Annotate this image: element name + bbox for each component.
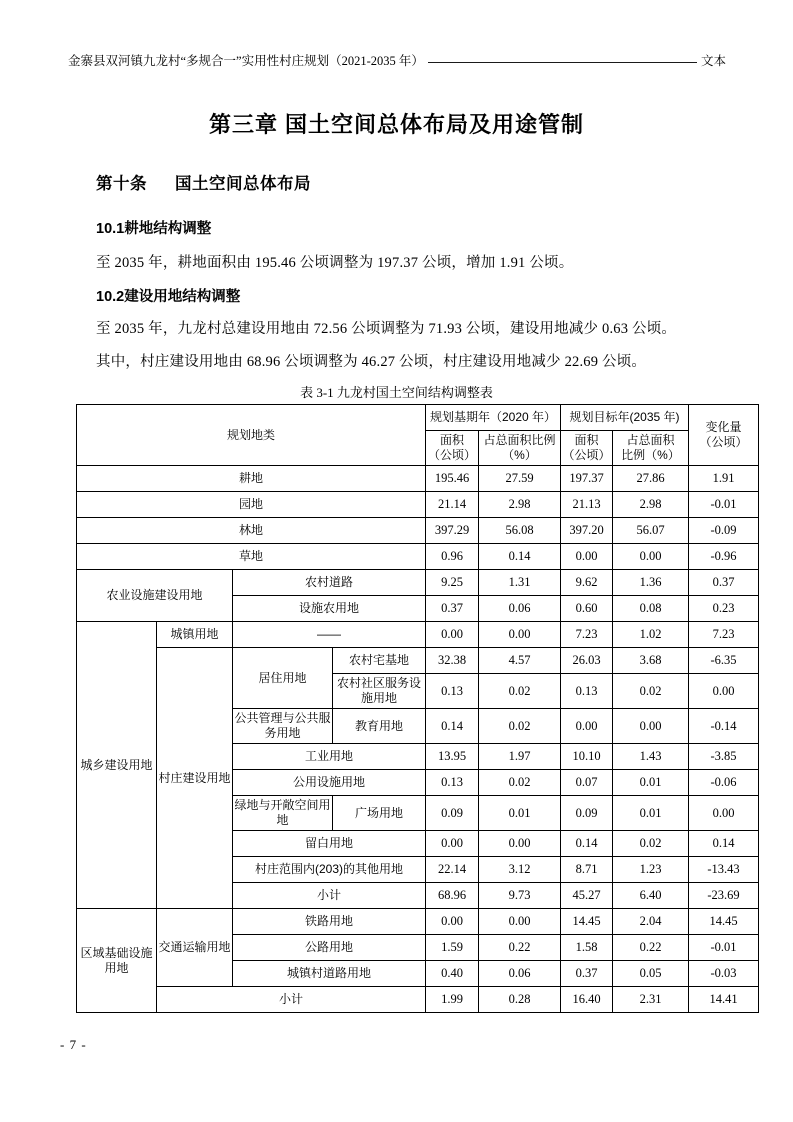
cell-target-area: 16.40: [561, 987, 613, 1013]
cell-target-area: 0.07: [561, 770, 613, 796]
cell-base-area: 0.37: [426, 596, 479, 622]
cell-base-ratio: 0.06: [479, 961, 561, 987]
structure-adjustment-table: [76, 404, 748, 1013]
row-label: 工业用地: [233, 744, 426, 770]
cell-base-area: 0.96: [426, 544, 479, 570]
cell-base-ratio: 4.57: [479, 648, 561, 674]
section-paragraph-10-2-b: 其中，村庄建设用地由 68.96 公顷调整为 46.27 公顷，村庄建设用地减少 22.69 公顷。: [96, 354, 647, 370]
cell-base-ratio: 0.00: [479, 909, 561, 935]
th-target-year: 规划目标年(2035 年): [561, 405, 689, 431]
cell-target-ratio: 3.68: [613, 648, 689, 674]
table-row: [77, 570, 759, 596]
cell-base-ratio: 56.08: [479, 518, 561, 544]
table-header-row-1: [77, 405, 759, 431]
cell-base-area: 0.09: [426, 796, 479, 831]
cell-target-ratio: 0.02: [613, 674, 689, 709]
cell-target-ratio: 0.01: [613, 796, 689, 831]
cell-base-ratio: 0.14: [479, 544, 561, 570]
cell-change: 0.00: [689, 796, 759, 831]
cell-target-ratio: 56.07: [613, 518, 689, 544]
cell-target-area: 8.71: [561, 857, 613, 883]
cell-target-area: 9.62: [561, 570, 613, 596]
group-label-agri-facility: 农业设施建设用地: [77, 570, 233, 622]
cell-change: 0.00: [689, 674, 759, 709]
table-row: [77, 518, 759, 544]
th-change: [689, 405, 759, 466]
cell-target-area: 21.13: [561, 492, 613, 518]
category-label-residential: 居住用地: [233, 648, 333, 709]
row-label: 铁路用地: [233, 909, 426, 935]
row-label: 草地: [77, 544, 426, 570]
table-row: [77, 544, 759, 570]
th-category: 规划地类: [77, 405, 426, 466]
header-left-text: 金寨县双河镇九龙村“多规合一”实用性村庄规划（2021-2035 年）: [68, 54, 424, 68]
cell-target-area: 1.58: [561, 935, 613, 961]
cell-base-area: 0.13: [426, 770, 479, 796]
cell-base-area: 9.25: [426, 570, 479, 596]
cell-target-area: 45.27: [561, 883, 613, 909]
cell-change: -0.06: [689, 770, 759, 796]
page-number: - 7 -: [60, 1037, 87, 1052]
row-label: 设施农用地: [233, 596, 426, 622]
row-label: 耕地: [77, 466, 426, 492]
cell-target-ratio: 2.31: [613, 987, 689, 1013]
article-heading: 国土空间总体布局: [175, 175, 311, 193]
cell-target-ratio: 1.36: [613, 570, 689, 596]
table-row: [77, 909, 759, 935]
subgroup-label-town-land: 城镇用地: [157, 622, 233, 648]
cell-base-area: 0.40: [426, 961, 479, 987]
cell-base-area: 195.46: [426, 466, 479, 492]
cell-change: -0.01: [689, 492, 759, 518]
row-label: 林地: [77, 518, 426, 544]
cell-change: -23.69: [689, 883, 759, 909]
cell-target-area: 10.10: [561, 744, 613, 770]
cell-base-ratio: 0.28: [479, 987, 561, 1013]
cell-base-area: 32.38: [426, 648, 479, 674]
cell-change: -0.09: [689, 518, 759, 544]
th-base-year: 规划基期年（2020 年）: [426, 405, 561, 431]
th-base-ratio: [479, 431, 561, 466]
table-row: [77, 622, 759, 648]
cell-change: 14.41: [689, 987, 759, 1013]
cell-target-ratio: 6.40: [613, 883, 689, 909]
table-caption: 表 3-1 九龙村国土空间结构调整表: [300, 385, 493, 400]
cell-change: -0.96: [689, 544, 759, 570]
row-label: 广场用地: [333, 796, 426, 831]
chapter-title: 第三章 国土空间总体布局及用途管制: [208, 112, 585, 137]
cell-base-area: 1.99: [426, 987, 479, 1013]
cell-change: 7.23: [689, 622, 759, 648]
th-target-ratio: [613, 431, 689, 466]
th-target-ratio-line1: 占总面积: [626, 433, 675, 447]
cell-base-area: 22.14: [426, 857, 479, 883]
article-title: [96, 170, 311, 194]
row-label: 村庄范围内(203)的其他用地: [233, 857, 426, 883]
cell-change: 14.45: [689, 909, 759, 935]
cell-base-ratio: 0.01: [479, 796, 561, 831]
cell-change: -0.14: [689, 709, 759, 744]
cell-base-area: 0.00: [426, 909, 479, 935]
row-label-subtotal: 小计: [233, 883, 426, 909]
cell-change: -0.03: [689, 961, 759, 987]
th-base-area-line2: （公顷）: [428, 448, 477, 462]
cell-base-ratio: 0.06: [479, 596, 561, 622]
row-label: 公路用地: [233, 935, 426, 961]
cell-base-ratio: 2.98: [479, 492, 561, 518]
cell-base-ratio: 9.73: [479, 883, 561, 909]
row-label: 城镇村道路用地: [233, 961, 426, 987]
cell-target-ratio: 2.98: [613, 492, 689, 518]
cell-base-ratio: 0.02: [479, 709, 561, 744]
cell-base-ratio: 0.22: [479, 935, 561, 961]
category-label-public-admin: 公共管理与公共服务用地: [233, 709, 333, 744]
cell-target-ratio: 0.02: [613, 831, 689, 857]
cell-change: 0.37: [689, 570, 759, 596]
cell-target-area: 0.00: [561, 709, 613, 744]
page-header: [68, 52, 726, 70]
cell-change: -13.43: [689, 857, 759, 883]
cell-target-ratio: 0.22: [613, 935, 689, 961]
subgroup-label-village-const: 村庄建设用地: [157, 648, 233, 909]
cell-target-ratio: 1.43: [613, 744, 689, 770]
row-label: 公用设施用地: [233, 770, 426, 796]
cell-target-area: 0.60: [561, 596, 613, 622]
cell-base-area: 0.00: [426, 831, 479, 857]
cell-change: -6.35: [689, 648, 759, 674]
cell-change: 0.23: [689, 596, 759, 622]
cell-change: -0.01: [689, 935, 759, 961]
section-heading-10-1: 10.1耕地结构调整: [96, 221, 212, 237]
cell-change: 0.14: [689, 831, 759, 857]
cell-target-area: 0.09: [561, 796, 613, 831]
cell-base-ratio: 0.02: [479, 674, 561, 709]
cell-base-area: 0.13: [426, 674, 479, 709]
cell-base-ratio: 1.97: [479, 744, 561, 770]
cell-change: -3.85: [689, 744, 759, 770]
th-base-area: [426, 431, 479, 466]
row-label: ——: [233, 622, 426, 648]
cell-target-ratio: 0.05: [613, 961, 689, 987]
cell-base-area: 1.59: [426, 935, 479, 961]
cell-target-ratio: 27.86: [613, 466, 689, 492]
cell-target-ratio: 1.02: [613, 622, 689, 648]
cell-base-area: 21.14: [426, 492, 479, 518]
cell-target-area: 7.23: [561, 622, 613, 648]
cell-base-ratio: 0.02: [479, 770, 561, 796]
th-target-ratio-line2: 比例（%）: [621, 448, 680, 462]
cell-target-ratio: 2.04: [613, 909, 689, 935]
cell-target-area: 0.00: [561, 544, 613, 570]
cell-target-ratio: 0.00: [613, 544, 689, 570]
cell-base-ratio: 0.00: [479, 831, 561, 857]
cell-base-area: 68.96: [426, 883, 479, 909]
row-label: 园地: [77, 492, 426, 518]
th-target-area-line1: 面积: [574, 433, 599, 447]
cell-target-area: 397.20: [561, 518, 613, 544]
section-paragraph-10-1: 至 2035 年，耕地面积由 195.46 公顷调整为 197.37 公顷，增加 1.91 公顷。: [96, 255, 574, 271]
cell-base-ratio: 27.59: [479, 466, 561, 492]
cell-base-area: 0.00: [426, 622, 479, 648]
group-label-regional-infra: 区域基础设施用地: [77, 909, 157, 1013]
table-row: [77, 987, 759, 1013]
cell-change: 1.91: [689, 466, 759, 492]
th-target-area: [561, 431, 613, 466]
th-target-area-line2: （公顷）: [562, 448, 611, 462]
cell-base-area: 13.95: [426, 744, 479, 770]
row-label: 教育用地: [333, 709, 426, 744]
cell-target-area: 0.14: [561, 831, 613, 857]
cell-base-ratio: 3.12: [479, 857, 561, 883]
th-base-ratio-line2: （%）: [502, 448, 537, 462]
cell-target-ratio: 0.00: [613, 709, 689, 744]
th-base-ratio-line1: 占总面积比例: [483, 433, 556, 447]
row-label: 农村社区服务设施用地: [333, 674, 426, 709]
group-label-urban-rural: 城乡建设用地: [77, 622, 157, 909]
table-row: [77, 492, 759, 518]
row-label: 留白用地: [233, 831, 426, 857]
category-label-green-open: 绿地与开敞空间用地: [233, 796, 333, 831]
cell-target-area: 0.37: [561, 961, 613, 987]
header-rule: [428, 62, 697, 63]
th-base-area-line1: 面积: [440, 433, 465, 447]
cell-base-area: 397.29: [426, 518, 479, 544]
row-label: 农村道路: [233, 570, 426, 596]
table-row: [77, 648, 759, 674]
cell-target-area: 0.13: [561, 674, 613, 709]
row-label-subtotal: 小计: [157, 987, 426, 1013]
th-change-line1: 变化量: [705, 420, 742, 434]
cell-target-area: 26.03: [561, 648, 613, 674]
cell-target-ratio: 1.23: [613, 857, 689, 883]
header-right-text: 文本: [700, 54, 726, 68]
cell-base-ratio: 0.00: [479, 622, 561, 648]
th-change-line2: （公顷）: [699, 435, 748, 449]
section-paragraph-10-2-a: 至 2035 年，九龙村总建设用地由 72.56 公顷调整为 71.93 公顷，建设用地减少 0.63 公顷。: [96, 321, 677, 337]
cell-target-area: 14.45: [561, 909, 613, 935]
table-row: [77, 466, 759, 492]
cell-base-area: 0.14: [426, 709, 479, 744]
cell-target-ratio: 0.01: [613, 770, 689, 796]
cell-base-ratio: 1.31: [479, 570, 561, 596]
subgroup-label-transport: 交通运输用地: [157, 909, 233, 987]
section-heading-10-2: 10.2建设用地结构调整: [96, 289, 241, 305]
cell-target-area: 197.37: [561, 466, 613, 492]
article-number: 第十条: [96, 175, 147, 193]
row-label: 农村宅基地: [333, 648, 426, 674]
cell-target-ratio: 0.08: [613, 596, 689, 622]
